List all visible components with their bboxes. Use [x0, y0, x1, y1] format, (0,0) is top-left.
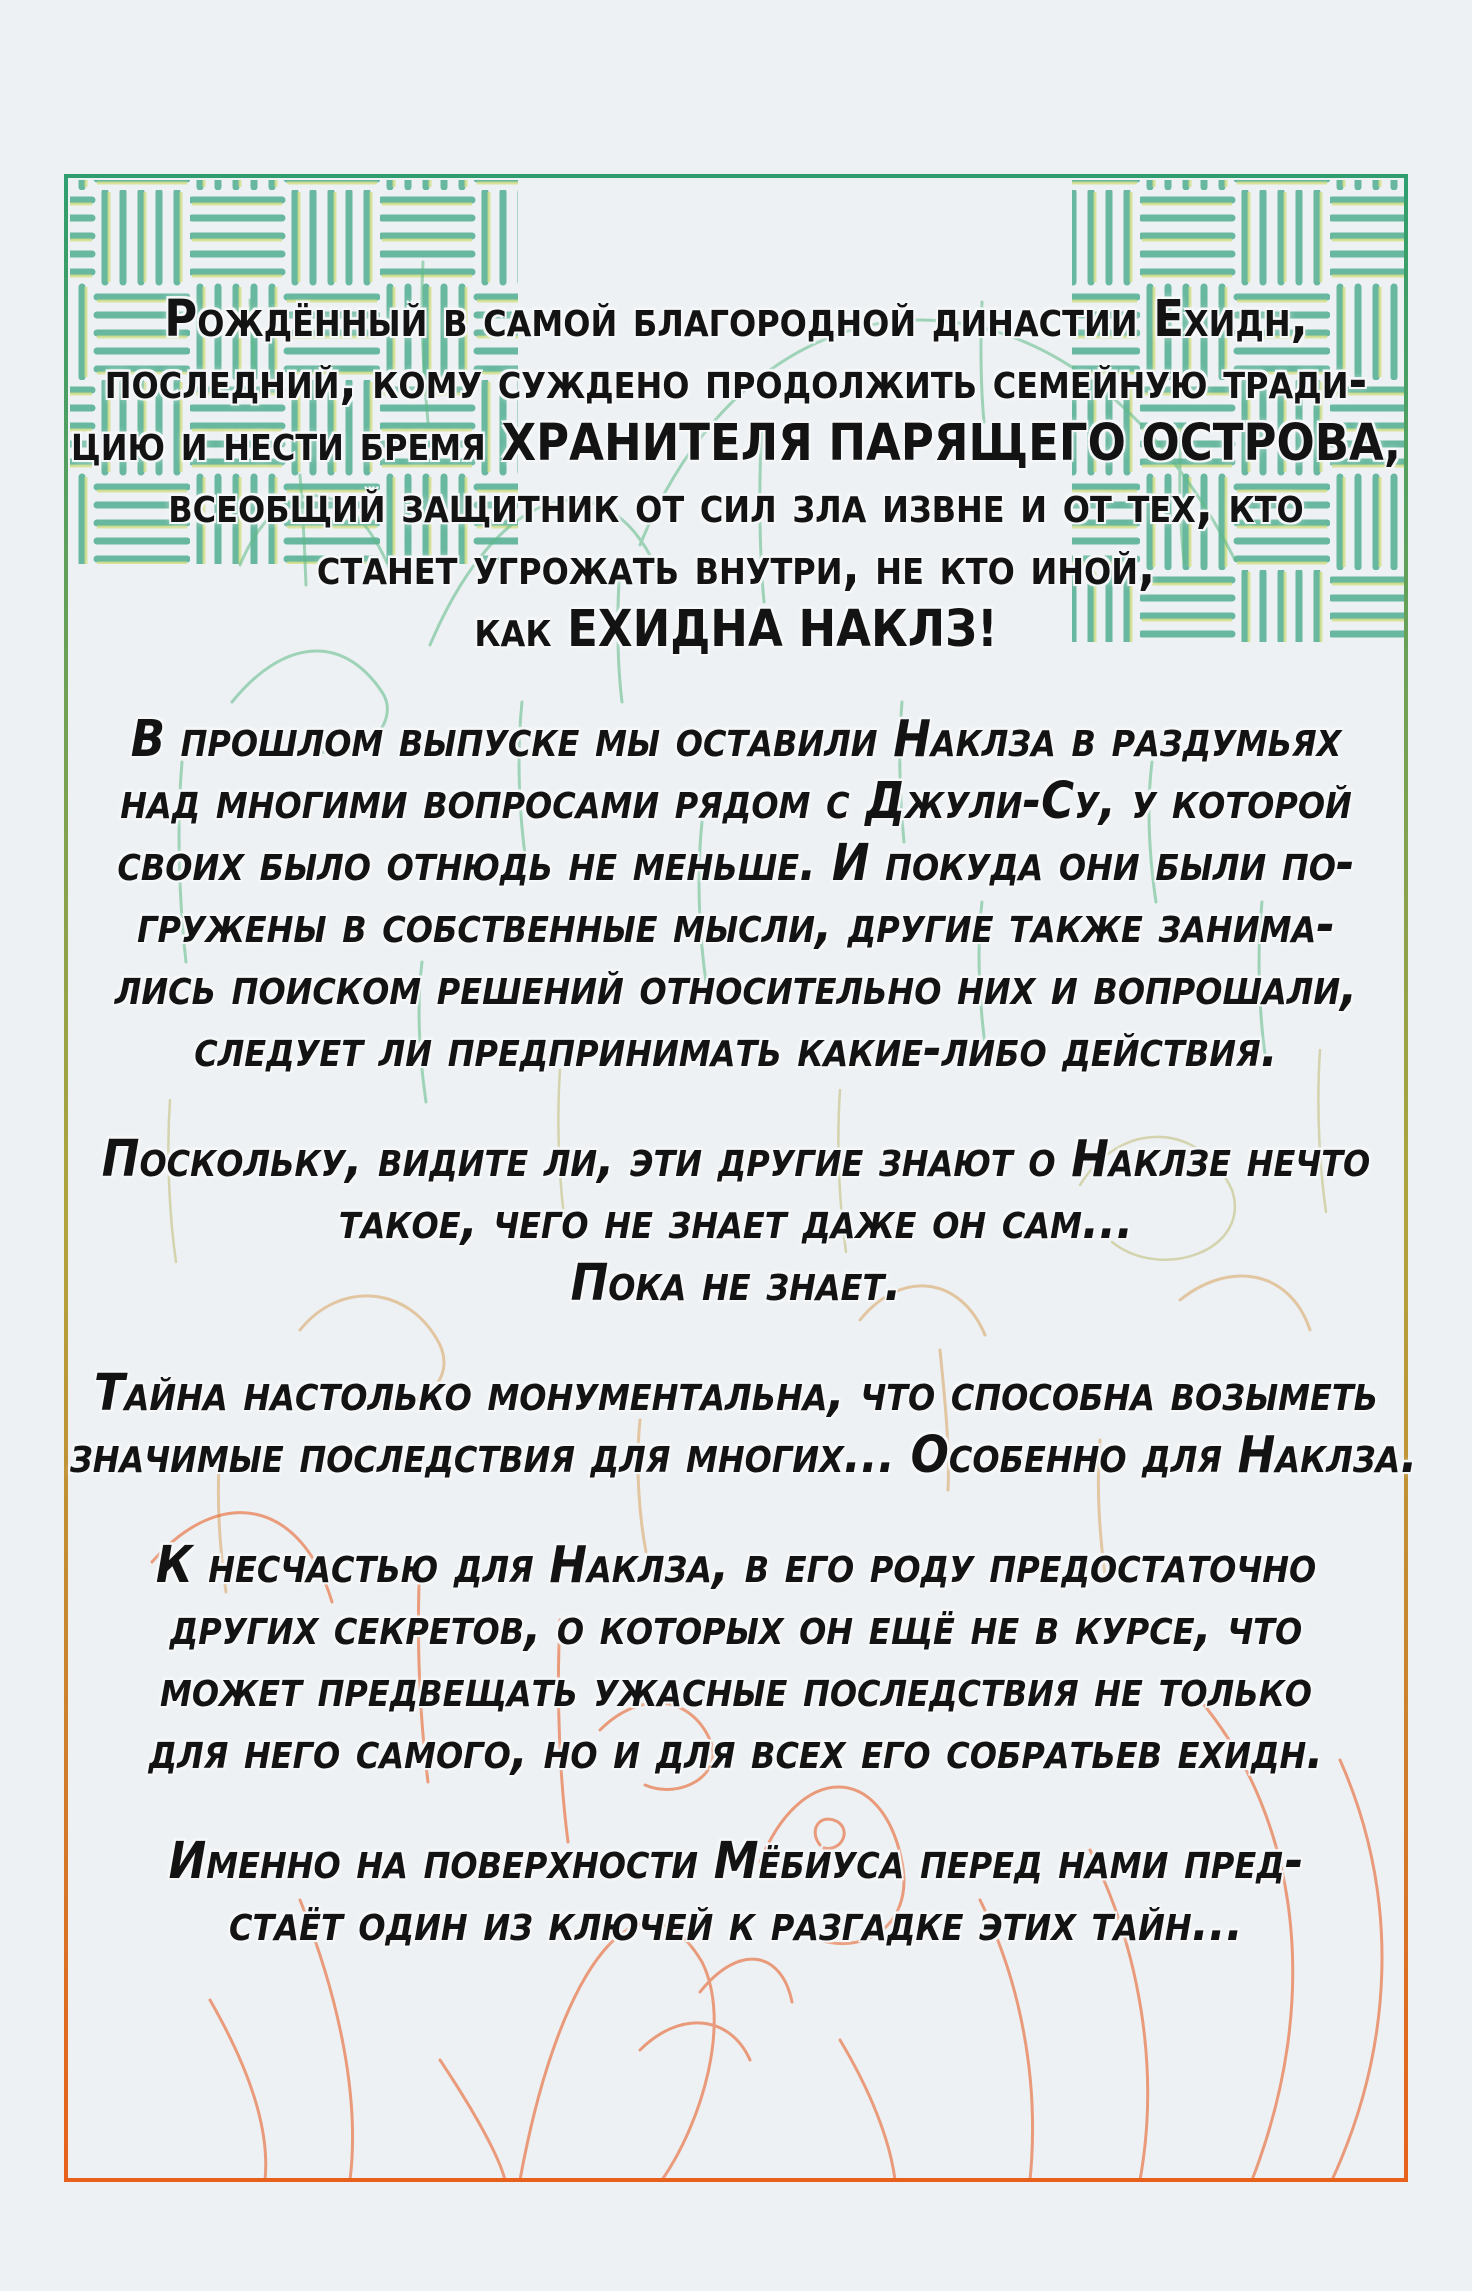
text-line: В прошлом выпуске мы оставили Наклза в раздумьях [130, 708, 1342, 769]
text-line: Именно на поверхности Мёбиуса перед нами пред- [168, 1830, 1304, 1891]
paragraph [70, 1362, 1418, 1486]
text-line: Тайна настолько монументальна, что способна возыметь [93, 1362, 1379, 1423]
paragraph [70, 1128, 1402, 1314]
text-line: над многими вопросами рядом с Джули-Су, у которой [120, 770, 1352, 831]
text-line: всеобщий защитник от сил зла извне и от тех, кто [168, 474, 1304, 535]
text-line: лись поиском решений относительно них и вопрошали, [114, 956, 1358, 1017]
text-line: значимые последствия для многих... Особенно для Наклза. [70, 1424, 1418, 1485]
text-line: своих было отнюдь не меньше. И покуда они были по- [117, 832, 1355, 893]
text-line: как ЕХИДНА НАКЛЗ! [474, 598, 998, 659]
text-line: Пока не знает. [570, 1252, 902, 1313]
paragraph [70, 1830, 1402, 1954]
text-line: стаёт один из ключей к разгадке этих тайн... [229, 1892, 1243, 1953]
text-line: других секретов, о которых он ещё не в курсе, что [169, 1596, 1303, 1657]
text-line: такое, чего не знает даже он сам... [338, 1190, 1134, 1251]
text-line: Рождённый в самой благородной династии Ехидн, [164, 288, 1308, 349]
text-line: следует ли предпринимать какие-либо действия. [194, 1018, 1278, 1079]
text-line: станет угрожать внутри, не кто иной, [316, 536, 1156, 597]
text-line: последний, кому суждено продолжить семейную тради- [104, 350, 1368, 411]
text-line: для него самого, но и для всех его собратьев ехидн. [148, 1720, 1324, 1781]
paragraph [70, 288, 1402, 660]
text-line: может предвещать ужасные последствия не только [160, 1658, 1312, 1719]
paragraph [70, 1534, 1402, 1782]
paragraph [70, 708, 1402, 1080]
text-line: Поскольку, видите ли, эти другие знают о Наклзе нечто [101, 1128, 1371, 1189]
narration-text [70, 288, 1418, 2002]
text-line: К несчастью для Наклза, в его роду предостаточно [155, 1534, 1317, 1595]
text-line: гружены в собственные мысли, другие также занима- [137, 894, 1335, 955]
text-line: цию и нести бремя ХРАНИТЕЛЯ ПАРЯЩЕГО ОСТРОВА, [71, 412, 1401, 473]
